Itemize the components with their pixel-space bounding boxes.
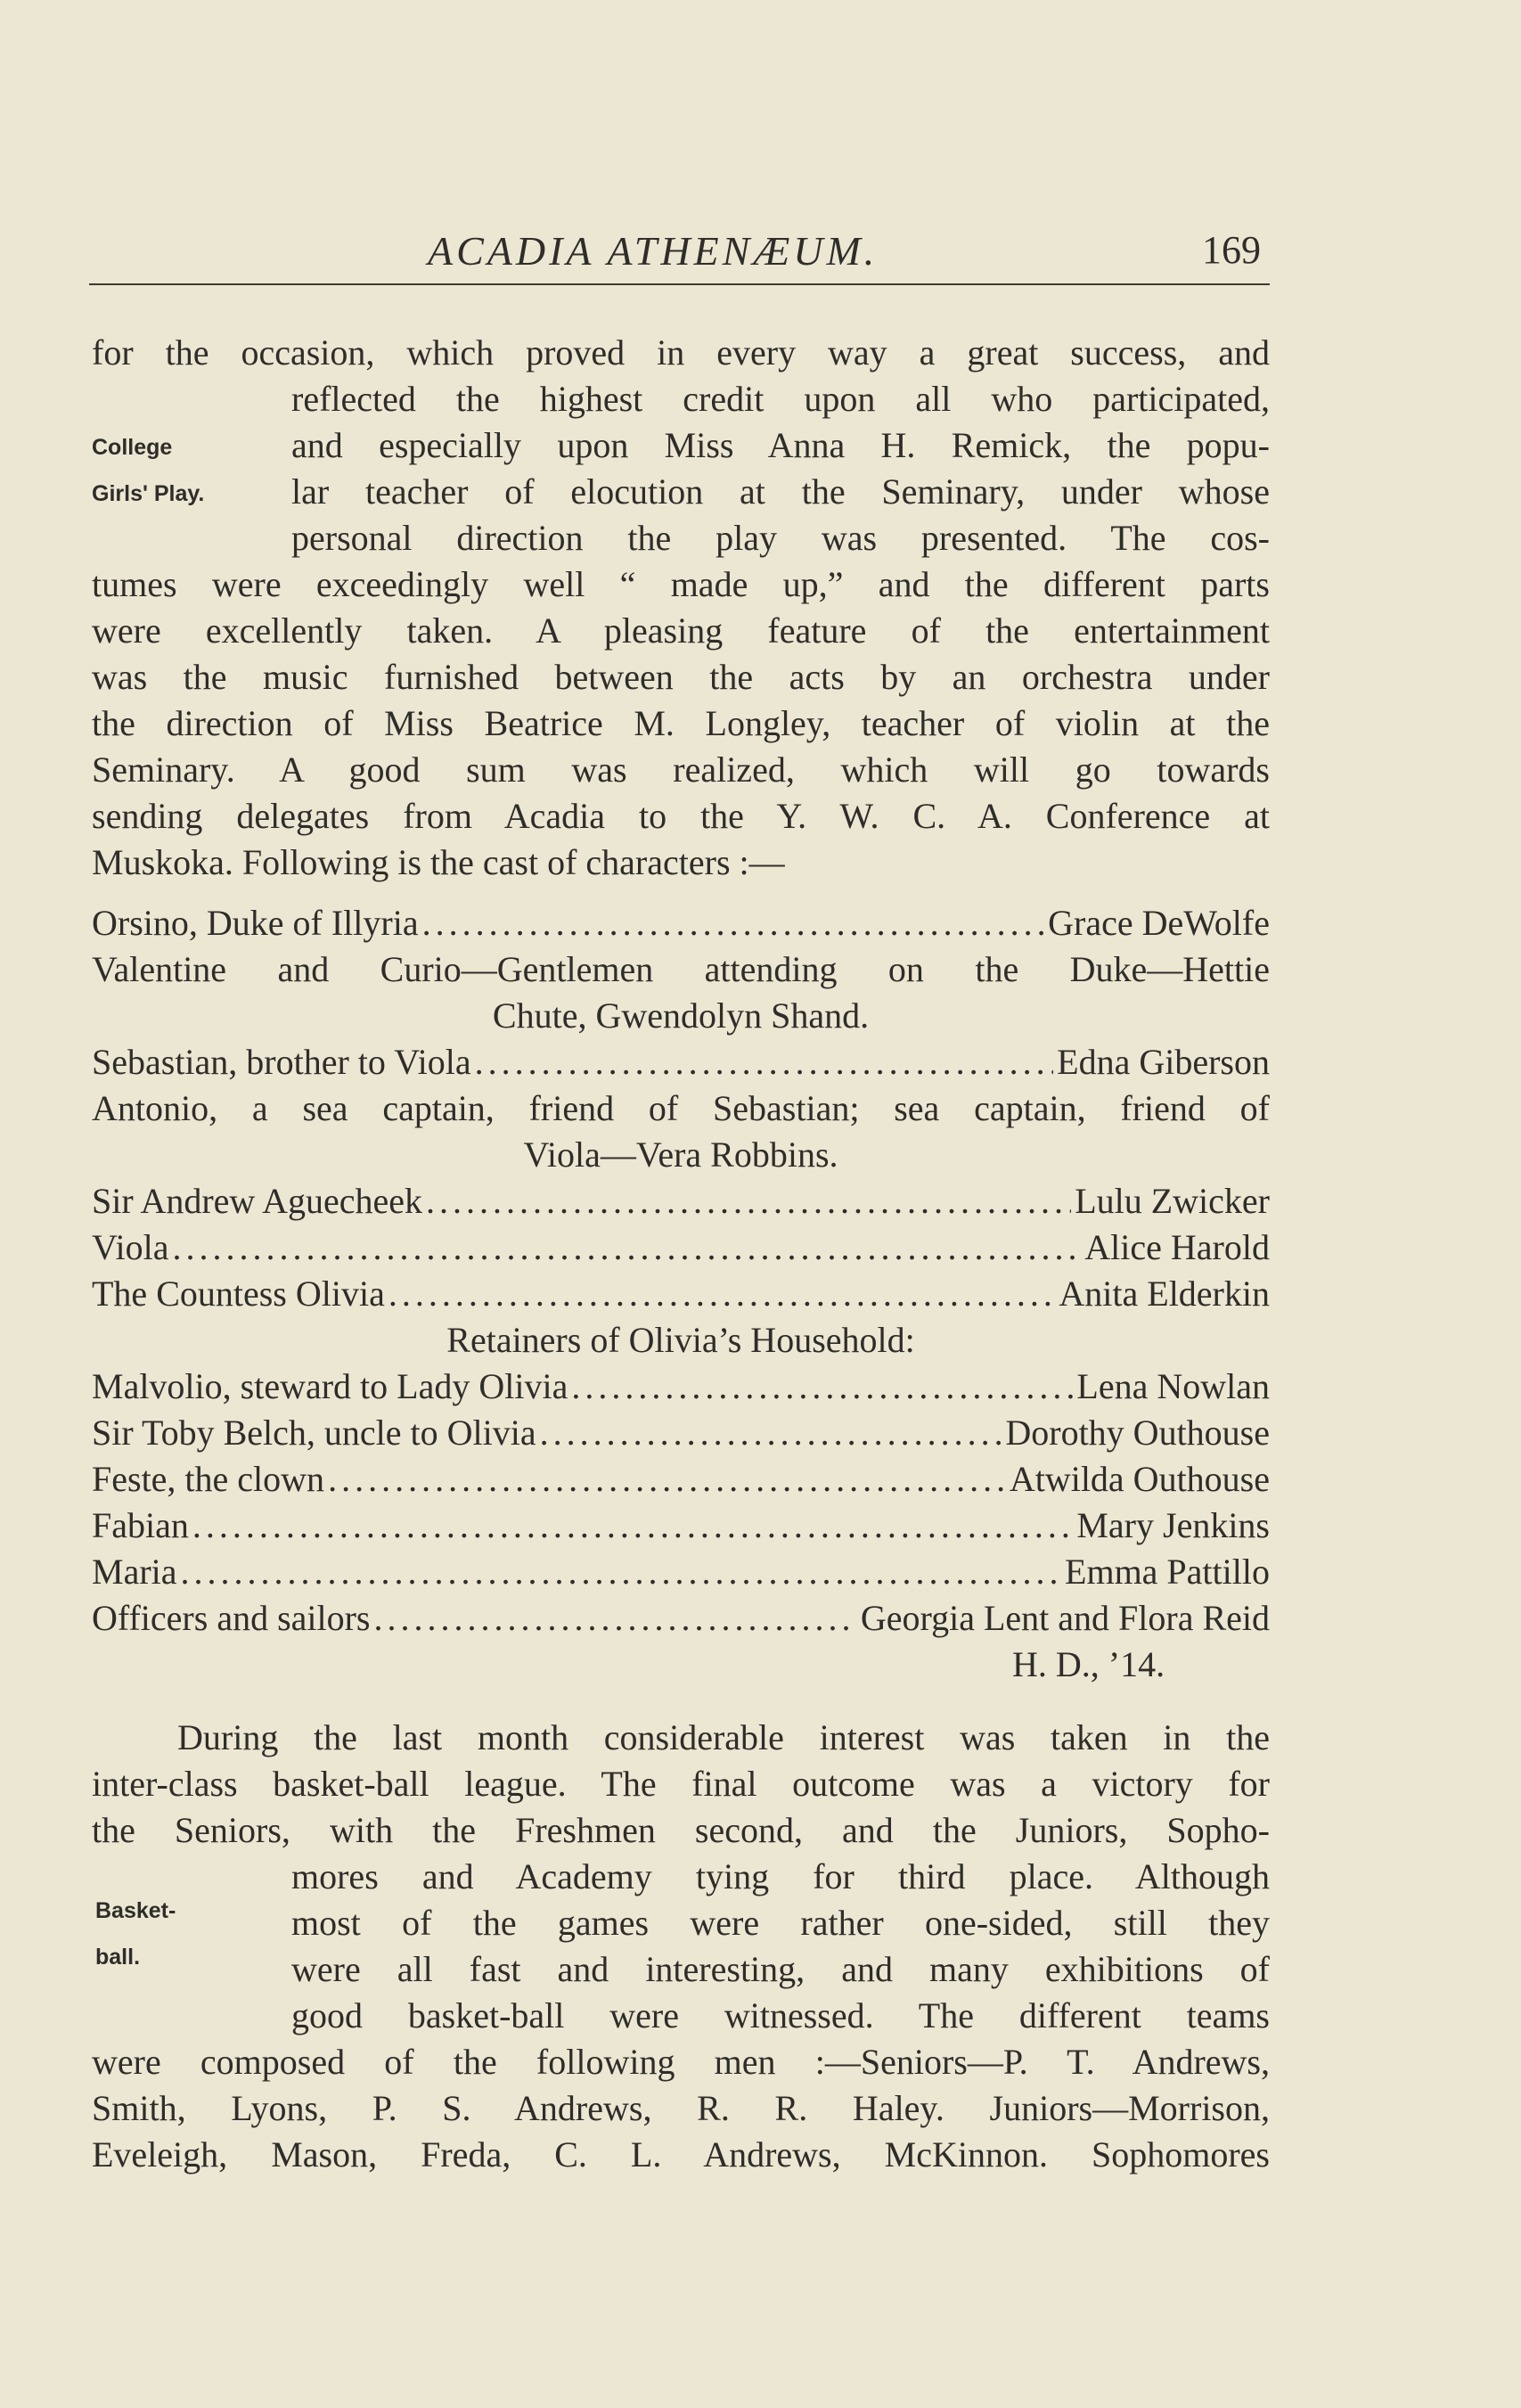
cast-actor: Georgia Lent and Flora Reid <box>860 1598 1270 1638</box>
header-rule <box>89 283 1270 285</box>
leader-dots <box>172 1224 1081 1271</box>
cast-entry <box>92 1549 1270 1595</box>
text-line: tumes were exceedingly well “ made up,” and the different parts <box>92 564 1270 604</box>
page-number: 169 <box>1202 228 1261 272</box>
text-line: good basket-ball were witnessed. The different teams <box>291 1995 1270 2035</box>
running-header <box>89 227 1270 274</box>
text-line: the direction of Miss Beatrice M. Longley, teacher of violin at the <box>92 703 1270 743</box>
cast-entry <box>92 900 1270 946</box>
cast-entry <box>92 1039 1270 1085</box>
leader-dots <box>388 1271 1056 1317</box>
text-line: lar teacher of elocution at the Seminary, under whose <box>291 471 1270 512</box>
cast-entry <box>92 1456 1270 1503</box>
cast-role: Fabian <box>92 1505 189 1545</box>
text-line: were all fast and interesting, and many exhibitions of <box>291 1949 1270 1989</box>
basketball-paragraph <box>92 1715 1270 2178</box>
cast-actor: Grace DeWolfe <box>1048 903 1270 943</box>
leader-dots <box>374 1595 857 1642</box>
cast-role: Sir Andrew Aguecheek <box>92 1181 423 1221</box>
cast-role: Malvolio, steward to Lady Olivia <box>92 1366 568 1406</box>
leader-dots <box>328 1456 1006 1503</box>
leader-dots <box>540 1410 1002 1456</box>
cast-entry: Antonio, a sea captain, friend of Sebastian; sea captain, friend of <box>92 1088 1270 1128</box>
text-line: Muskoka. Following is the cast of characters :— <box>92 842 785 882</box>
text-line: most of the games were rather one-sided, still they <box>291 1903 1270 1943</box>
sidenote-line: Girls' Play. <box>92 481 205 506</box>
retainers-heading: Retainers of Olivia’s Household: <box>446 1320 915 1360</box>
text-line: were excellently taken. A pleasing feature of the entertainment <box>92 610 1270 651</box>
cast-actor: Lena Nowlan <box>1076 1366 1270 1406</box>
article-body <box>92 330 1270 2178</box>
cast-actor: Dorothy Outhouse <box>1005 1413 1270 1453</box>
cast-actor: Lulu Zwicker <box>1075 1181 1270 1221</box>
cast-entry: Valentine and Curio—Gentlemen attending on the Duke—Hettie <box>92 949 1270 989</box>
cast-list <box>92 900 1270 1688</box>
cast-entry-continuation: Chute, Gwendolyn Shand. <box>492 995 870 1036</box>
text-line: and especially upon Miss Anna H. Remick, the popu- <box>291 425 1270 465</box>
text-line: personal direction the play was presented. The cos- <box>291 518 1270 558</box>
text-line: the Seniors, with the Freshmen second, and the Juniors, Sopho- <box>92 1810 1270 1850</box>
cast-entry <box>92 1364 1270 1410</box>
cast-entry <box>92 1271 1270 1317</box>
text-line: Smith, Lyons, P. S. Andrews, R. R. Haley. Juniors—Morrison, <box>92 2088 1270 2128</box>
leader-dots <box>181 1549 1062 1595</box>
text-line: were composed of the following men :—Seniors—P. T. Andrews, <box>92 2042 1270 2082</box>
cast-entry <box>92 1224 1270 1271</box>
cast-role: Sebastian, brother to Viola <box>92 1042 471 1082</box>
cast-entry <box>92 1410 1270 1456</box>
author-signature: H. D., ’14. <box>1012 1644 1165 1684</box>
cast-actor: Emma Pattillo <box>1065 1552 1270 1592</box>
leader-dots <box>192 1503 1073 1549</box>
text-line: Eveleigh, Mason, Freda, C. L. Andrews, McKinnon. Sophomores <box>92 2134 1270 2175</box>
text-line: for the occasion, which proved in every way a great success, and <box>92 332 1270 373</box>
cast-actor: Anita Elderkin <box>1059 1274 1270 1314</box>
text-line: During the last month considerable interest was taken in the <box>177 1717 1270 1757</box>
cast-actor: Alice Harold <box>1084 1227 1270 1267</box>
text-line: inter-class basket-ball league. The final outcome was a victory for <box>92 1764 1270 1804</box>
leader-dots <box>571 1364 1073 1410</box>
cast-role: Officers and sailors <box>92 1598 371 1638</box>
cast-actor: Edna Giberson <box>1057 1042 1270 1082</box>
cast-entry <box>92 1595 1270 1642</box>
cast-role: Maria <box>92 1552 177 1592</box>
cast-role: Viola <box>92 1227 169 1267</box>
cast-role: Feste, the clown <box>92 1459 325 1499</box>
cast-entry <box>92 1178 1270 1224</box>
leader-dots <box>426 1178 1071 1224</box>
leader-dots <box>475 1039 1054 1085</box>
sidenote-line: ball. <box>95 1945 141 1970</box>
cast-actor: Atwilda Outhouse <box>1009 1459 1270 1499</box>
cast-role: Orsino, Duke of Illyria <box>92 903 419 943</box>
cast-entry <box>92 1503 1270 1549</box>
text-line: sending delegates from Acadia to the Y. W. C. A. Conference at <box>92 796 1270 836</box>
cast-role: Sir Toby Belch, uncle to Olivia <box>92 1413 536 1453</box>
sidenote-line: Basket- <box>95 1898 176 1923</box>
text-line: Seminary. A good sum was realized, which will go towards <box>92 749 1270 790</box>
cast-actor: Mary Jenkins <box>1076 1505 1270 1545</box>
journal-title: ACADIA ATHENÆUM. <box>428 228 879 274</box>
text-line: was the music furnished between the acts by an orchestra under <box>92 657 1270 697</box>
leader-dots <box>422 900 1045 946</box>
text-line: reflected the highest credit upon all who participated, <box>291 379 1270 419</box>
sidenote-line: College <box>92 435 173 460</box>
cast-role: The Countess Olivia <box>92 1274 385 1314</box>
text-line: mores and Academy tying for third place. Although <box>291 1856 1270 1896</box>
cast-entry-continuation: Viola—Vera Robbins. <box>523 1134 838 1175</box>
